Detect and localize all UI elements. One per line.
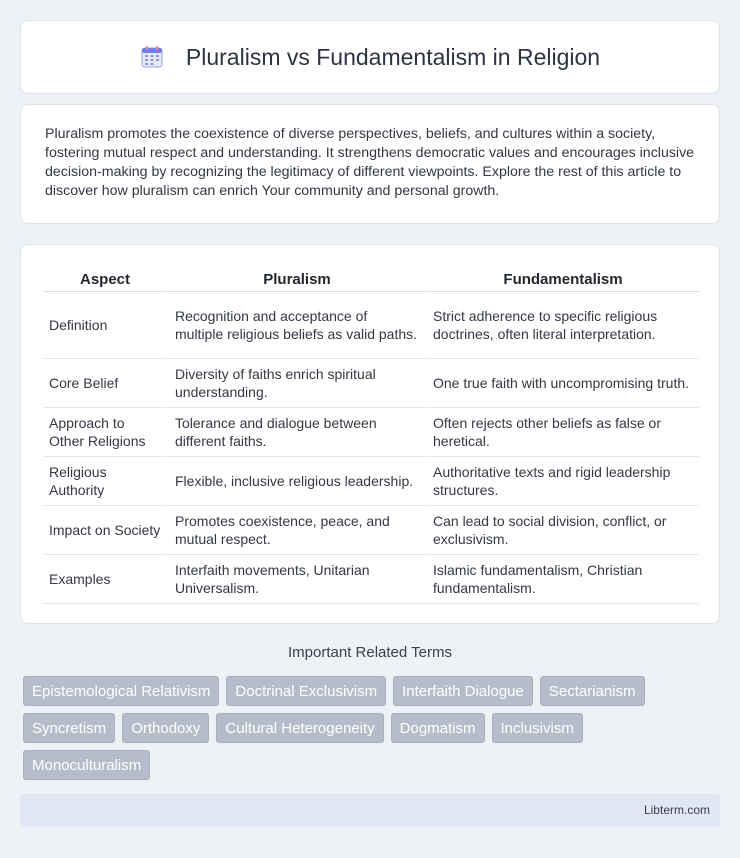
cell-aspect: Examples xyxy=(43,555,167,604)
tag-dogmatism[interactable]: Dogmatism xyxy=(391,713,485,743)
cell-fundamentalism: Can lead to social division, conflict, or exclusivism. xyxy=(425,506,699,555)
tag-inclusivism[interactable]: Inclusivism xyxy=(492,713,583,743)
cell-fundamentalism: Often rejects other beliefs as false or heretical. xyxy=(425,408,699,457)
tag-epistemological-relativism[interactable]: Epistemological Relativism xyxy=(23,676,219,706)
cell-pluralism: Interfaith movements, Unitarian Universalism. xyxy=(167,555,425,604)
tag-sectarianism[interactable]: Sectarianism xyxy=(540,676,645,706)
table-header-row xyxy=(43,267,699,292)
cell-aspect: Definition xyxy=(43,292,167,359)
cell-pluralism: Promotes coexistence, peace, and mutual respect. xyxy=(167,506,425,555)
table-row xyxy=(43,457,699,506)
cell-fundamentalism: Authoritative texts and rigid leadership structures. xyxy=(425,457,699,506)
cell-fundamentalism: Islamic fundamentalism, Christian fundamentalism. xyxy=(425,555,699,604)
header-aspect: Aspect xyxy=(43,267,167,292)
cell-pluralism: Diversity of faiths enrich spiritual understanding. xyxy=(167,359,425,408)
cell-aspect: Approach to Other Religions xyxy=(43,408,167,457)
table-row xyxy=(43,408,699,457)
cell-pluralism: Tolerance and dialogue between different faiths. xyxy=(167,408,425,457)
calendar-icon xyxy=(140,45,164,69)
related-terms-title: Important Related Terms xyxy=(288,644,452,661)
table-row xyxy=(43,506,699,555)
cell-fundamentalism: Strict adherence to specific religious doctrines, often literal interpretation. xyxy=(425,292,699,359)
tag-orthodoxy[interactable]: Orthodoxy xyxy=(122,713,209,743)
related-terms-list xyxy=(23,676,713,780)
comparison-card xyxy=(20,244,720,624)
cell-aspect: Religious Authority xyxy=(43,457,167,506)
tag-syncretism[interactable]: Syncretism xyxy=(23,713,115,743)
footer-site-link[interactable]: Libterm.com xyxy=(643,803,710,817)
tag-doctrinal-exclusivism[interactable]: Doctrinal Exclusivism xyxy=(226,676,386,706)
table-row xyxy=(43,359,699,408)
comparison-table xyxy=(43,267,699,604)
page-title: Pluralism vs Fundamentalism in Religion xyxy=(185,43,601,70)
table-row xyxy=(43,292,699,359)
cell-pluralism: Recognition and acceptance of multiple religious beliefs as valid paths. xyxy=(167,292,425,359)
cell-fundamentalism: One true faith with uncompromising truth. xyxy=(425,359,699,408)
cell-aspect: Impact on Society xyxy=(43,506,167,555)
header-pluralism: Pluralism xyxy=(167,267,425,292)
tag-cultural-heterogeneity[interactable]: Cultural Heterogeneity xyxy=(216,713,383,743)
footer xyxy=(20,794,720,827)
intro-card xyxy=(20,104,720,224)
cell-pluralism: Flexible, inclusive religious leadership. xyxy=(167,457,425,506)
cell-aspect: Core Belief xyxy=(43,359,167,408)
tag-monoculturalism[interactable]: Monoculturalism xyxy=(23,750,150,780)
table-row xyxy=(43,555,699,604)
tag-interfaith-dialogue[interactable]: Interfaith Dialogue xyxy=(393,676,533,706)
title-card xyxy=(20,20,720,94)
intro-text: Pluralism promotes the coexistence of diverse perspectives, beliefs, and cultures within a society, fostering mutual respect and understanding. It strengthens democratic values and encourages inclusive decision-making by recognizing the legitimacy of different viewpoints. Explore the rest of this article to discover how pluralism can enrich Your community and personal growth. xyxy=(45,126,695,199)
header-fundamentalism: Fundamentalism xyxy=(425,267,699,292)
